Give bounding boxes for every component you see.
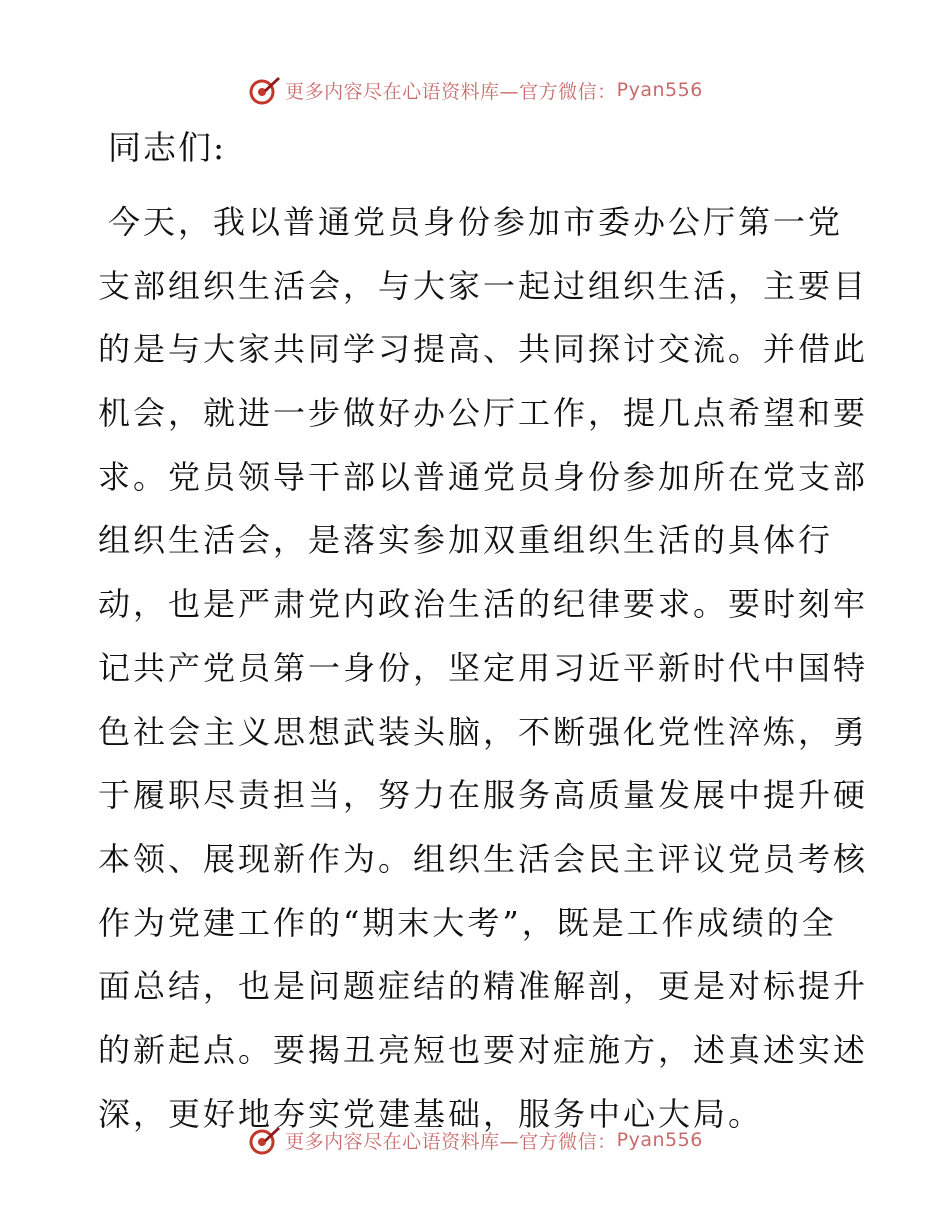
body-line: 动，也是严肃党内政治生活的纪律要求。要时刻牢 [98,585,869,624]
body-line: 求。党员领导干部以普通党员身份参加所在党支部 [98,457,869,496]
body-line: 于履职尽责担当，努力在服务高质量发展中提升硬 [98,776,869,815]
body-line: 深，更好地夯实党建基础，服务中心大局。 [98,1094,764,1133]
footer-watermark [0,1120,950,1160]
body-line: 记共产党员第一身份，坚定用习近平新时代中国特 [98,648,869,687]
header-watermark [0,70,950,110]
body-line: 的新起点。要揭丑亮短也要对症施方，述真述实述 [98,1030,869,1069]
body-line: 面总结，也是问题症结的精准解剖，更是对标提升 [98,967,869,1006]
pen-logo-icon [247,1123,281,1157]
body-line: 今天，我以普通党员身份参加市委办公厅第一党 [108,203,844,241]
body-line: 色社会主义思想武装头脑，不断强化党性淬炼，勇 [98,712,869,751]
body-line: 组织生活会，是落实参加双重组织生活的具体行 [98,521,834,560]
body-line: 作为党建工作的“期末大考”，既是工作成绩的全 [98,903,837,942]
body-line: 机会，就进一步做好办公厅工作，提几点希望和要 [98,394,869,433]
body-line: 支部组织生活会，与大家一起过组织生活，主要目 [98,266,869,305]
watermark-wechat-id: Pyan556 [616,79,703,101]
watermark-text: 更多内容尽在心语资料库—官方微信： [285,80,617,103]
pen-logo-icon [247,73,281,107]
body-line: 本领、展现新作为。组织生活会民主评议党员考核 [98,839,869,878]
watermark-wechat-id: Pyan556 [616,1129,703,1151]
watermark-text: 更多内容尽在心语资料库—官方微信： [285,1130,617,1153]
greeting: 同志们: [108,128,227,167]
speech-body [98,196,869,1151]
body-line: 的是与大家共同学习提高、共同探讨交流。并借此 [98,330,869,369]
